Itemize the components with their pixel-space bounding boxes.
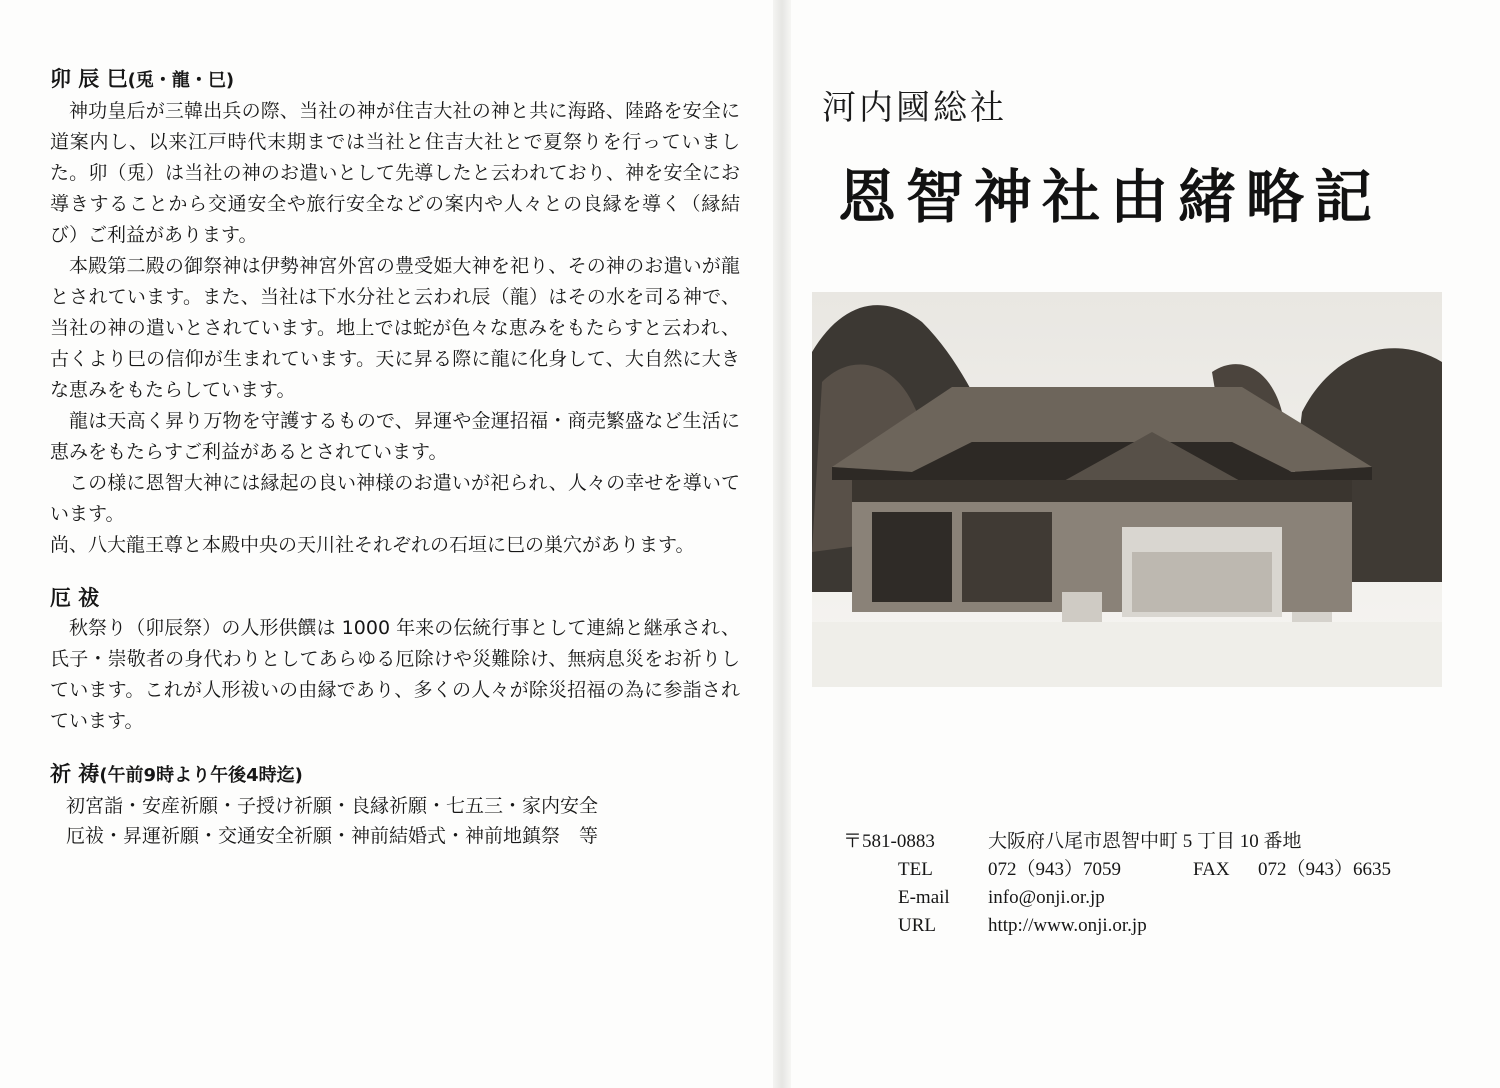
tel-number: 072（943）7059 [988, 859, 1122, 880]
url-link: http://www.onji.or.jp [988, 915, 1147, 936]
heading-text: 祈 祷 [50, 762, 100, 786]
email-address: info@onji.or.jp [988, 887, 1105, 908]
address: 大阪府八尾市恩智中町 5 丁目 10 番地 [988, 831, 1302, 852]
tel-label: TEL [898, 859, 933, 880]
shrine-photo [812, 292, 1442, 687]
shrine-title: 恩智神社由緒略記 [838, 163, 1383, 231]
paragraph-3: 龍は天高く昇り万物を守護するもので、昇運や金運招福・商売繁盛など生活に恵みをもたらすご利益があるとされています。 [50, 410, 740, 463]
section-heading-kito [50, 759, 740, 791]
prayer-list-line-1: 初宮詣・安産祈願・子授け祈願・良縁祈願・七五三・家内安全 [66, 795, 599, 817]
paragraph-note: 尚、八大龍王尊と本殿中央の天川社それぞれの石垣に巳の巣穴があります。 [50, 534, 695, 556]
heading-sub: (兎・龍・巳) [127, 70, 235, 91]
page-fold [773, 0, 791, 1088]
section-heading-yakubarai: 厄 祓 [50, 586, 100, 610]
fax-label: FAX [1193, 859, 1230, 880]
prayer-list-line-2: 厄祓・昇運祈願・交通安全祈願・神前結婚式・神前地鎮祭 等 [66, 825, 599, 847]
url-label: URL [898, 915, 936, 936]
fax-number: 072（943）6635 [1258, 859, 1392, 880]
paragraph-1: 神功皇后が三韓出兵の際、当社の神が住吉大社の神と共に海路、陸路を安全に道案内し、以来江戸時代末期までは当社と住吉大社とで夏祭りを行っていました。卯（兎）は当社の神のお遣いとして先導したと云われており、神を安全にお導きすることから交通安全や旅行安全などの案内や人々との良縁を導く（縁結び）ご利益があります。 [50, 100, 740, 246]
left-page [50, 64, 740, 851]
heading-sub: (午前9時より午後4時迄) [99, 765, 303, 786]
section-heading-uchinmi [50, 64, 740, 96]
paragraph-yakubarai: 秋祭り（卯辰祭）の人形供饌は 1000 年来の伝統行事として連綿と継承され、氏子・崇敬者の身代わりとしてあらゆる厄除けや災難除け、無病息災をお祈りしています。これが人形祓いの由縁であり、多くの人々が除災招福の為に参詣されています。 [50, 617, 740, 732]
postal-code: 〒581-0883 [843, 831, 935, 852]
paragraph-4: この様に恩智大神には縁起の良い神様のお遣いが祀られ、人々の幸せを導いています。 [50, 472, 740, 525]
heading-text: 卯 辰 巳 [50, 67, 128, 91]
paragraph-2: 本殿第二殿の御祭神は伊勢神宮外宮の豊受姫大神を祀り、その神のお遣いが龍とされています。また、当社は下水分社と云われ辰（龍）はその水を司る神で、当社の神の遣いとされています。地上では蛇が色々な恵みをもたらすと云われ、古くより巳の信仰が生まれています。天に昇る際に龍に化身して、大自然に大きな恵みをもたらしています。 [50, 255, 740, 401]
email-label: E-mail [898, 887, 950, 908]
shrine-subtitle: 河内國総社 [822, 88, 1007, 128]
